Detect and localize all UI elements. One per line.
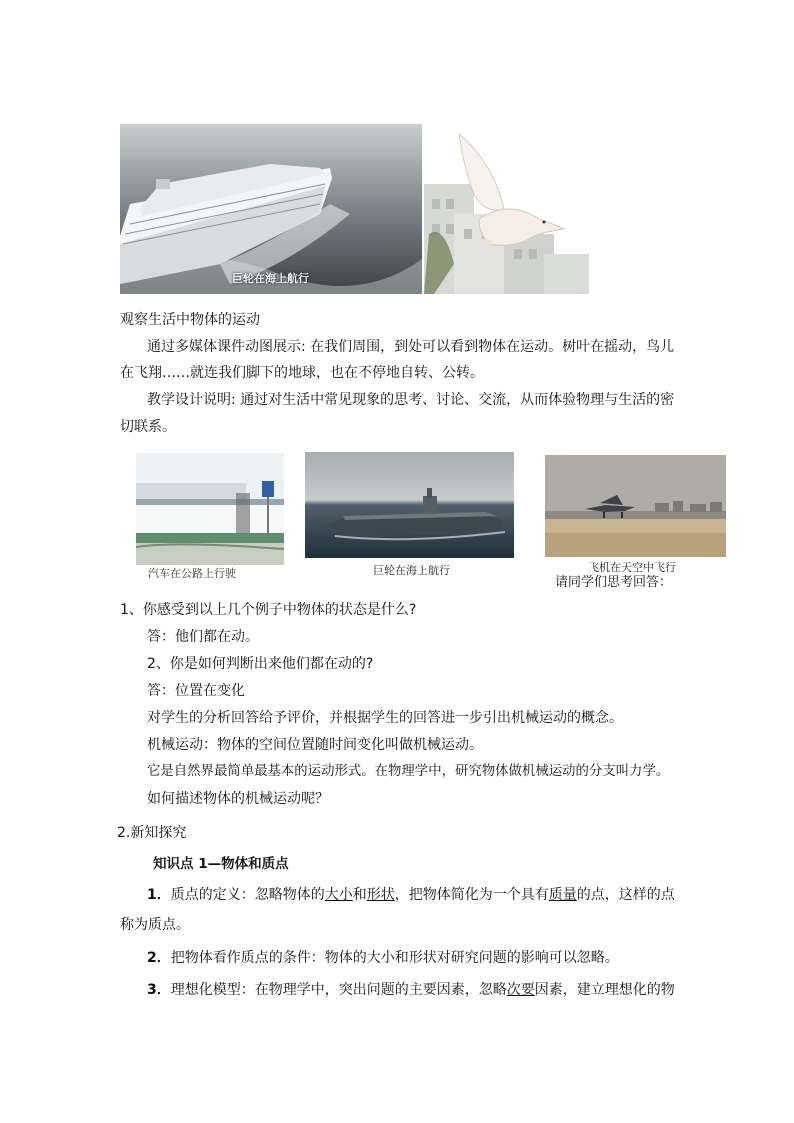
aircraft-carrier-photo bbox=[305, 452, 514, 558]
car-on-highway-photo bbox=[136, 453, 284, 565]
section-heading-observe: 观察生活中物体的运动 bbox=[120, 312, 260, 328]
think-prompt: 请同学们思考回答： bbox=[555, 575, 673, 590]
item-1-mass: 质量 bbox=[548, 887, 577, 903]
carrier-photo-caption: 巨轮在海上航行 bbox=[373, 564, 450, 577]
paragraph-design-line1: 教学设计说明: 通过对生活中常见现象的思考、讨论、交流，从而体验物理与生活的密 bbox=[147, 392, 675, 408]
ship-photo-caption: 巨轮在海上航行 bbox=[232, 272, 309, 285]
item-1-shape: 形状 bbox=[366, 887, 395, 903]
item-3-secondary: 次要 bbox=[506, 982, 535, 998]
definition-mechanical-motion: 机械运动：物体的空间位置随时间变化叫做机械运动。 bbox=[147, 737, 483, 753]
question-1: 1、你感受到以上几个例子中物体的状态是什么? bbox=[120, 602, 417, 618]
cruise-ship-photo bbox=[120, 124, 422, 294]
item-2-text: 把物体看作质点的条件：物体的大小和形状对研究问题的影响可以忽略。 bbox=[170, 950, 619, 966]
flying-dove-photo bbox=[424, 124, 594, 294]
car-photo-caption: 汽车在公路上行驶 bbox=[148, 567, 236, 580]
item-3-text-b: 因素，建立理想化的物 bbox=[534, 982, 675, 998]
paragraph-observe-line1: 通过多媒体课件动图展示: 在我们周围，到处可以看到物体在运动。树叶在摇动，鸟儿 bbox=[147, 339, 675, 355]
item-1-number: 1． bbox=[147, 887, 171, 903]
paragraph-evaluation: 对学生的分析回答给予评价，并根据学生的回答进一步引出机械运动的概念。 bbox=[147, 710, 623, 726]
item-2-number: 2． bbox=[147, 950, 171, 966]
paragraph-design-line2: 切联系。 bbox=[120, 419, 176, 435]
paragraph-mechanics: 它是自然界最简单最基本的运动形式。在物理学中，研究物体做机械运动的分支叫力学。 bbox=[147, 764, 670, 779]
answer-1: 答：他们都在动。 bbox=[147, 629, 259, 645]
item-3-text-a: 理想化模型：在物理学中，突出问题的主要因素，忽略 bbox=[170, 982, 507, 998]
question-2: 2、你是如何判断出来他们都在动的? bbox=[147, 656, 374, 672]
section-heading-new-knowledge: 2.新知探究 bbox=[117, 825, 187, 841]
item-1-text-a: 质点的定义：忽略物体的 bbox=[170, 887, 325, 903]
item-1-text-b: ，把物体简化为一个具有 bbox=[394, 887, 549, 903]
jet-photo-caption: 飞机在天空中飞行 bbox=[588, 561, 676, 574]
item-3-number: 3． bbox=[147, 982, 171, 998]
item-1-text-c: 的点，这样的点 bbox=[576, 887, 675, 903]
fighter-jet-photo bbox=[545, 455, 726, 557]
item-3 bbox=[147, 980, 675, 1000]
paragraph-how-describe: 如何描述物体的机械运动呢？ bbox=[147, 791, 329, 807]
answer-2: 答：位置在变化 bbox=[147, 683, 245, 699]
item-1-line2: 称为质点。 bbox=[120, 917, 190, 933]
item-1-line1 bbox=[147, 885, 675, 905]
item-2 bbox=[147, 948, 619, 968]
item-1-size: 大小 bbox=[324, 887, 353, 903]
knowledge-point-title: 知识点 1—物体和质点 bbox=[153, 856, 289, 872]
item-1-and: 和 bbox=[352, 887, 367, 903]
paragraph-observe-line2: 在飞翔……就连我们脚下的地球，也在不停地自转、公转。 bbox=[120, 365, 484, 381]
